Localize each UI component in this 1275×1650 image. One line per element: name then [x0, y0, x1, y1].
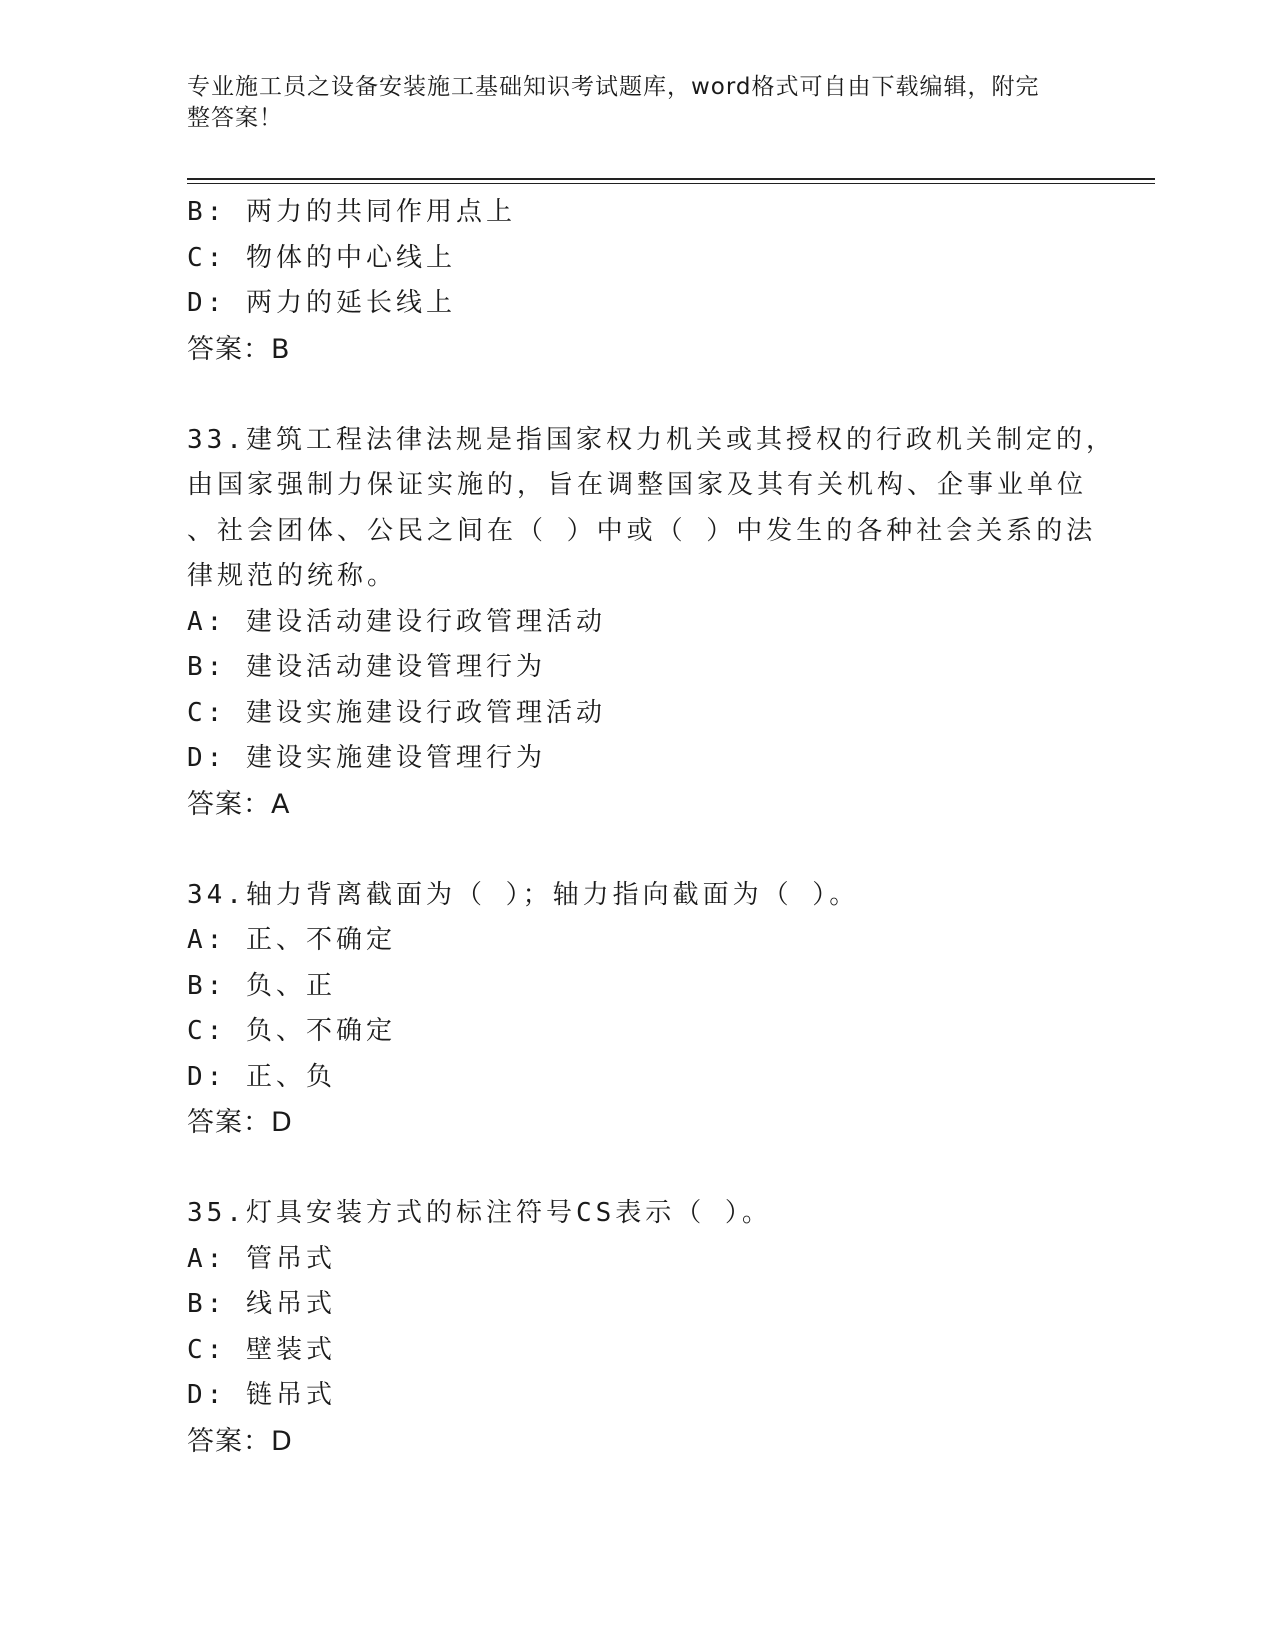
- option-d: D: 链吊式: [187, 1380, 336, 1410]
- option-a: A: 正、不确定: [187, 925, 396, 955]
- question-text: 34.轴力背离截面为（ ）；轴力指向截面为（ ）。: [187, 879, 860, 910]
- header-line-1: 专业施工员之设备安装施工基础知识考试题库，word格式可自由下载编辑，附完: [187, 74, 1040, 100]
- header-divider-thin: [187, 183, 1155, 184]
- question-text-line: 33.建筑工程法律法规是指国家权力机关或其授权的行政机关制定的，: [187, 424, 1116, 455]
- answer: 答案：D: [187, 1107, 293, 1138]
- option-b: B: 负、正: [187, 970, 336, 1001]
- option-c: C: 物体的中心线上: [187, 242, 456, 273]
- option-d: D: 两力的延长线上: [187, 288, 456, 318]
- answer: 答案：A: [187, 788, 291, 820]
- option-a: A: 建设活动建设行政管理活动: [187, 606, 606, 637]
- option-c: C: 壁装式: [187, 1334, 336, 1365]
- question-34: [187, 873, 1087, 1146]
- question-text-line: 由国家强制力保证实施的，旨在调整国家及其有关机构、企事业单位: [187, 470, 1088, 500]
- option-c: C: 负、不确定: [187, 1016, 396, 1046]
- option-d: D: 建设实施建设管理行为: [187, 743, 546, 773]
- spacer: [187, 1146, 1087, 1192]
- question-text-line: 、社会团体、公民之间在（ ）中或（ ）中发生的各种社会关系的法: [187, 515, 1097, 546]
- spacer: [187, 372, 1087, 418]
- answer: 答案：D: [187, 1425, 293, 1457]
- option-b: B: 线吊式: [187, 1289, 336, 1319]
- answer: 答案：B: [187, 333, 291, 365]
- option-c: C: 建设实施建设行政管理活动: [187, 697, 606, 728]
- document-header: [187, 72, 1087, 134]
- question-text: 35.灯具安装方式的标注符号CS表示（ ）。: [187, 1198, 772, 1228]
- spacer: [187, 827, 1087, 873]
- header-line-2: 整答案！: [187, 105, 283, 131]
- question-33: [187, 418, 1116, 828]
- question-text-line: 律规范的统称。: [187, 561, 398, 591]
- option-a: A: 管吊式: [187, 1243, 336, 1274]
- option-d: D: 正、负: [187, 1061, 336, 1092]
- document-body: [187, 190, 1116, 1464]
- option-b: B: 建设活动建设管理行为: [187, 652, 546, 682]
- question-35: [187, 1191, 1087, 1464]
- question-32-continued: [187, 190, 1087, 372]
- header-divider-thick: [187, 178, 1155, 180]
- option-b: B: 两力的共同作用点上: [187, 197, 516, 227]
